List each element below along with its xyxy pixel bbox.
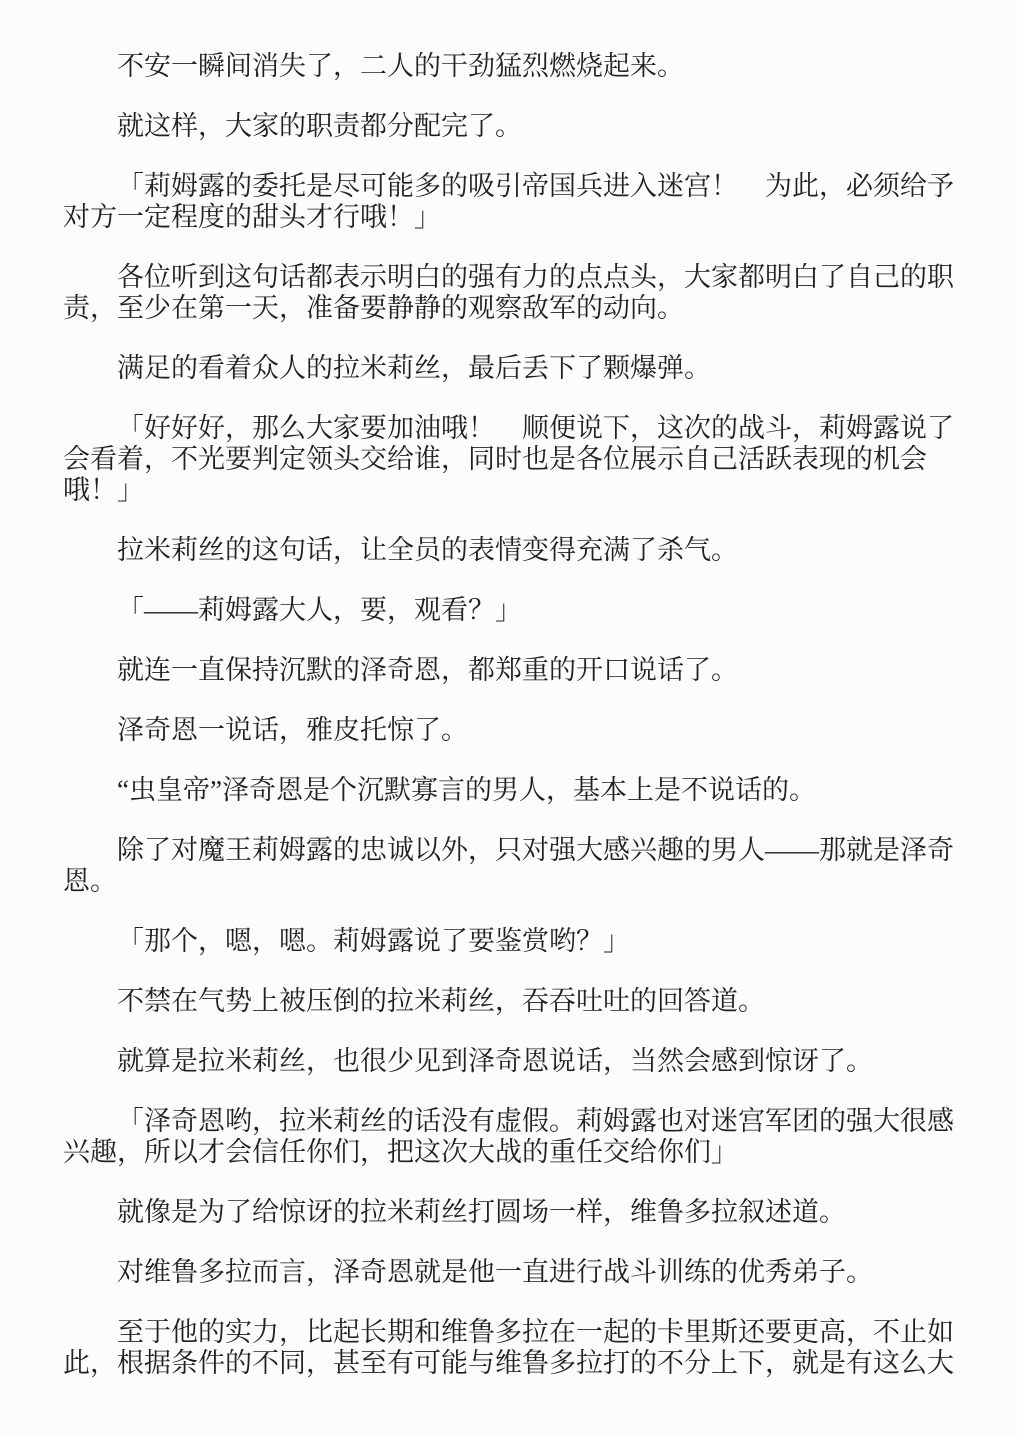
paragraph xyxy=(63,1197,955,1228)
paragraph xyxy=(63,111,955,142)
text-line: 就连一直保持沉默的泽奇恩，都郑重的开口说话了。 xyxy=(117,655,738,685)
paragraph xyxy=(63,353,955,384)
paragraph xyxy=(63,535,955,566)
paragraph xyxy=(63,926,955,957)
text-line: 不安一瞬间消失了，二人的干劲猛烈燃烧起来。 xyxy=(117,51,684,81)
text-content xyxy=(63,51,955,1379)
text-line: 责，至少在第一天，准备要静静的观察敌军的动向。 xyxy=(63,293,684,323)
text-line: 「好好好，那么大家要加油哦！ 顺便说下，这次的战斗，莉姆露说了 xyxy=(117,413,954,443)
text-line: 至于他的实力，比起长期和维鲁多拉在一起的卡里斯还要更高，不止如 xyxy=(117,1317,954,1347)
text-line: 各位听到这句话都表示明白的强有力的点点头，大家都明白了自己的职 xyxy=(117,262,954,292)
text-line: 哦！」 xyxy=(63,475,144,505)
paragraph xyxy=(63,51,955,82)
text-line: 对方一定程度的甜头才行哦！」 xyxy=(63,202,441,232)
paragraph xyxy=(63,413,955,506)
text-line: 泽奇恩一说话，雅皮托惊了。 xyxy=(117,715,468,745)
paragraph xyxy=(63,986,955,1017)
paragraph xyxy=(63,1317,955,1379)
paragraph xyxy=(63,715,955,746)
text-line: 拉米莉丝的这句话，让全员的表情变得充满了杀气。 xyxy=(117,535,738,565)
text-line: 「莉姆露的委托是尽可能多的吸引帝国兵进入迷宫！ 为此，必须给予 xyxy=(117,171,954,201)
paragraph xyxy=(63,835,955,897)
text-line: 「那个，嗯，嗯。莉姆露说了要鉴赏哟？」 xyxy=(117,926,630,956)
text-line: 「泽奇恩哟，拉米莉丝的话没有虚假。莉姆露也对迷宫军团的强大很感 xyxy=(117,1106,954,1136)
text-line: 兴趣，所以才会信任你们，把这次大战的重任交给你们」 xyxy=(63,1137,738,1167)
paragraph xyxy=(63,775,955,806)
text-line: 满足的看着众人的拉米莉丝，最后丢下了颗爆弹。 xyxy=(117,353,711,383)
text-line: 就这样，大家的职责都分配完了。 xyxy=(117,111,522,141)
paragraph xyxy=(63,595,955,626)
paragraph xyxy=(63,1046,955,1077)
paragraph xyxy=(63,1106,955,1168)
text-line: 就像是为了给惊讶的拉米莉丝打圆场一样，维鲁多拉叙述道。 xyxy=(117,1197,846,1227)
text-line: 会看着，不光要判定领头交给谁，同时也是各位展示自己活跃表现的机会 xyxy=(63,444,927,474)
paragraph xyxy=(63,1257,955,1288)
text-line: 不禁在气势上被压倒的拉米莉丝，吞吞吐吐的回答道。 xyxy=(117,986,765,1016)
paragraph xyxy=(63,262,955,324)
text-line: “虫皇帝”泽奇恩是个沉默寡言的男人，基本上是不说话的。 xyxy=(117,775,816,805)
text-line: 此，根据条件的不同，甚至有可能与维鲁多拉打的不分上下，就是有这么大 xyxy=(63,1348,954,1378)
paragraph xyxy=(63,171,955,233)
text-line: 就算是拉米莉丝，也很少见到泽奇恩说话，当然会感到惊讶了。 xyxy=(117,1046,873,1076)
text-line: 对维鲁多拉而言，泽奇恩就是他一直进行战斗训练的优秀弟子。 xyxy=(117,1257,873,1287)
text-line: 「——莉姆露大人，要，观看？」 xyxy=(117,595,522,625)
paragraph xyxy=(63,655,955,686)
text-line: 除了对魔王莉姆露的忠诚以外，只对强大感兴趣的男人——那就是泽奇 xyxy=(117,835,954,865)
text-line: 恩。 xyxy=(63,866,117,896)
